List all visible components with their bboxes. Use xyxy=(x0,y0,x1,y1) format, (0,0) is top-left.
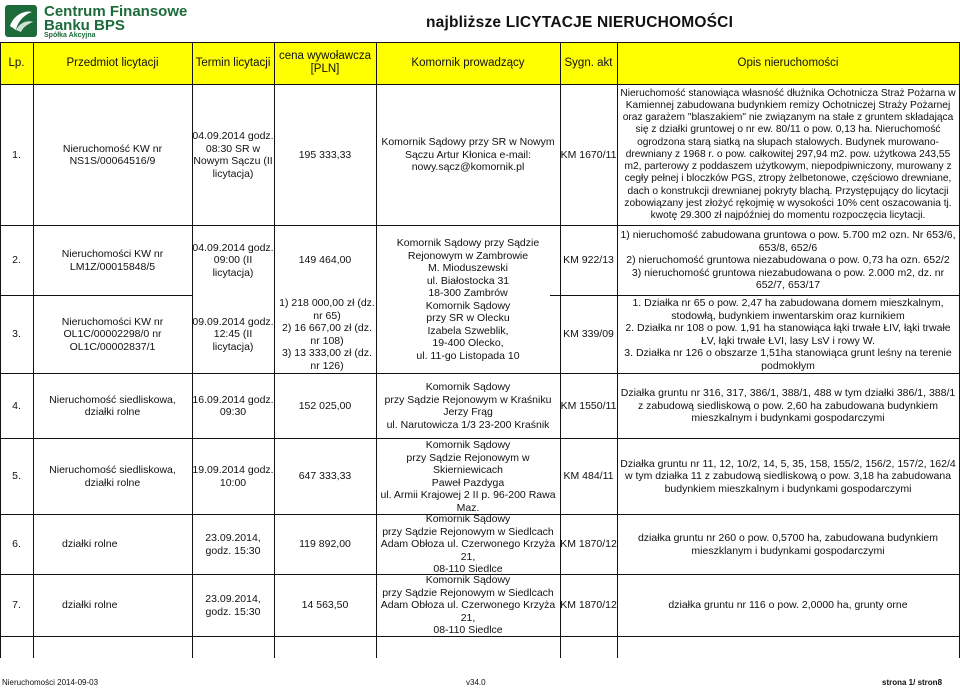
row3-opis: 1. Działka nr 65 o pow. 2,47 ha zabudowana domem mieszkalnym, stodowłą, budynkiem inwentarskim oraz kurnikiem 2. Działka nr 108 o pow. 1,91 ha stanowiąca łąki trwałe ŁIV, łąki trwałe ŁV, łąki trwałe ŁVI, lasy LsV i rowy W. 3. Działka nr 126 o obszarze 1,51ha stanowiąca grunt leśny na terenie podmokłym xyxy=(624,297,952,372)
row3-sygn: KM 339/09 xyxy=(563,328,614,341)
row2-lp: 2. xyxy=(12,254,21,267)
row5-przedmiot: Nieruchomość siedliskowa, działki rolne xyxy=(49,464,176,489)
row6-przedmiot: działki rolne xyxy=(62,538,118,551)
row7-opis: działka gruntu nr 116 o pow. 2,0000 ha, grunty orne xyxy=(668,599,908,612)
row2-opis: 1) nieruchomość zabudowana gruntowa o pow. 5.700 m2 ozn. Nr 653/6, 653/8, 652/6 2) nieruchomość gruntowa niezabudowana o pow. 0,73 ha ozn. 652/2 3) nieruchomość gruntowa niezabudowana o pow. 2.000 m2, dz. nr 652/7, 653/17 xyxy=(620,229,956,292)
row5-cena: 647 333,33 xyxy=(298,470,352,483)
row3-cena: 1) 218 000,00 zł (dz. nr 65) 2) 16 667,00 zł (dz. nr 108) 3) 13 333,00 zł (dz. nr 126) xyxy=(279,297,375,372)
row4-sygn: KM 1550/11 xyxy=(560,399,617,412)
row2-przedmiot: Nieruchomości KW nr LM1Z/00015848/5 xyxy=(61,248,164,273)
row5-termin: 19.09.2014 godz. 10:00 xyxy=(192,464,274,489)
row7-przedmiot: działki rolne xyxy=(62,599,118,612)
header-termin: Termin licytacji xyxy=(195,56,271,69)
row2-sygn: KM 922/13 xyxy=(563,254,614,267)
row7-lp: 7. xyxy=(12,599,21,612)
row1-lp: 1. xyxy=(12,148,21,161)
row7-sygn: KM 1870/12 xyxy=(560,599,617,612)
footer-version: v34.0 xyxy=(466,678,486,687)
row5-opis: Działka gruntu nr 11, 12, 10/2, 14, 5, 35, 158, 155/2, 156/2, 157/2, 162/4 w tym działka 11 z zabudową siedliskową o pow. 3,18 ha zabudowana budynkiem mieszkalnym i budynkami gospodarczymi xyxy=(620,457,956,495)
logo-subtitle: Spółka Akcyjna xyxy=(44,32,96,39)
row5-lp: 5. xyxy=(12,470,21,483)
row1-cena: 195 333,33 xyxy=(298,148,352,161)
row3-przedmiot: Nieruchomości KW nr OL1C/00002298/0 nr OL1C/00002837/1 xyxy=(61,315,164,353)
row1-komornik: Komornik Sądowy przy SR w Nowym Sączu Artur Kłonica e-mail: nowy.sącz@komornik.pl xyxy=(381,136,555,174)
row6-cena: 119 892,00 xyxy=(299,538,351,551)
row2-cena: 149 464,00 xyxy=(298,254,352,267)
footer-date: Nieruchomości 2014-09-03 xyxy=(2,678,99,687)
logo-title: Centrum Finansowe Banku BPS xyxy=(44,3,188,34)
row6-opis: działka gruntu nr 260 o pow. 0,5700 ha, zabudowana budynkiem mieszklanym i budynkami gospodarczymi xyxy=(637,532,939,557)
header-komornik: Komornik prowadzący xyxy=(411,56,525,69)
row5-komornik: Komornik Sądowy przy Sądzie Rejonowym w Skierniewicach Paweł Pazdyga ul. Armii Krajowej 2 II p. 96-200 Rawa Maz. xyxy=(380,439,556,514)
row6-termin: 23.09.2014, godz. 15:30 xyxy=(205,532,261,557)
row1-opis: Nieruchomość stanowiąca własność dłużnika Ochotnicza Straż Pożarna w Kamiennej zabudowana budynkiem remizy Ochotniczej Straży Pożarnej oraz garażem "blaszakiem" nie związanym na stałe z gruntem składająca się z działki gruntowej o nr ew. 80/11 o pow. 0,13 ha. Nieruchomość ogrodzona starą siatką na słupach stalowych. Budynek murowano-drewniany z 1968 r. o pow. całkowitej 297,94 m2. pow. użytkowa 243,55 m2, parterowy z poddaszem użytkowym, niepodpiwniczony, murowany z cegły pełnej i bloczków PGS, ztropy żelbetonowe, częściowo drewniane, dach o konstrukcji drewnianej pokryty blachą. Przystępujący do licytacji zobowiązany jest złożyć rękojmię w wysokości 10% cent oszacowania tj. kwotę 29.300 zł najpóźniej do momentu rozpoczęcia licytacji. xyxy=(620,87,956,221)
row3-lp: 3. xyxy=(12,328,21,341)
row4-opis: Działka gruntu nr 316, 317, 386/1, 388/1, 488 w tym działki 386/1, 388/1 z zabudową siedliskową o pow. 2,60 ha zabudowana budynkiem mieszkalnym i budynkami gospodarczymi xyxy=(620,387,956,425)
row1-przedmiot: Nieruchomość KW nr NS1S/00064516/9 xyxy=(62,142,163,167)
row4-cena: 152 025,00 xyxy=(298,399,352,412)
row4-komornik: Komornik Sądowy przy Sądzie Rejonowym w Kraśniku Jerzy Frąg ul. Narutowicza 1/3 23-200 Kraśnik xyxy=(384,381,552,431)
row1-termin: 04.09.2014 godz. 08:30 SR w Nowym Sączu (II licytacja) xyxy=(192,130,274,180)
row1-sygn: KM 1670/11 xyxy=(560,148,617,161)
footer-page: strona 1/ stron8 xyxy=(882,678,943,687)
row2-3-komornik: Komornik Sądowy przy Sądzie Rejonowym w Zambrowie M. Mioduszewski ul. Białostocka 31 18-300 Zambrów Komornik Sądowy przy SR w Olecku Izabela Szweblik, 19-400 Olecko, ul. 11-go Listopada 10 xyxy=(396,237,540,362)
row5-sygn: KM 484/11 xyxy=(563,470,614,483)
header-przedmiot: Przedmiot licytacji xyxy=(66,56,159,69)
company-logo xyxy=(4,3,188,40)
header-cena: cena wywoławcza [PLN] xyxy=(278,50,372,75)
logo-icon xyxy=(4,4,38,38)
row7-termin: 23.09.2014, godz. 15:30 xyxy=(205,593,261,618)
row6-komornik: Komornik Sądowy przy Sądzie Rejonowym w Siedlcach Adam Obłoza ul. Czerwonego Krzyża 21, 08-110 Siedlce xyxy=(380,515,556,574)
row4-przedmiot: Nieruchomość siedliskowa, działki rolne xyxy=(49,393,176,418)
header-opis: Opis nieruchomości xyxy=(737,56,839,69)
row4-termin: 16.09.2014 godz. 09:30 xyxy=(192,393,274,418)
header-sygn: Sygn. akt xyxy=(564,56,613,69)
row3-termin: 09.09.2014 godz. 12:45 (II licytacja) xyxy=(192,315,274,353)
row7-cena: 14 563,50 xyxy=(301,599,349,612)
row6-lp: 6. xyxy=(12,538,21,551)
header-lp: Lp. xyxy=(8,56,25,69)
page-title: najbliższe LICYTACJE NIERUCHOMOŚCI xyxy=(426,14,734,31)
row7-komornik: Komornik Sądowy przy Sądzie Rejonowym w Siedlcach Adam Obłoza ul. Czerwonego Krzyża 21, 08-110 Siedlce xyxy=(380,575,556,636)
row2-termin: 04.09.2014 godz. 09:00 (II licytacja) xyxy=(192,241,274,279)
row6-sygn: KM 1870/12 xyxy=(560,538,617,551)
row4-lp: 4. xyxy=(12,399,21,412)
